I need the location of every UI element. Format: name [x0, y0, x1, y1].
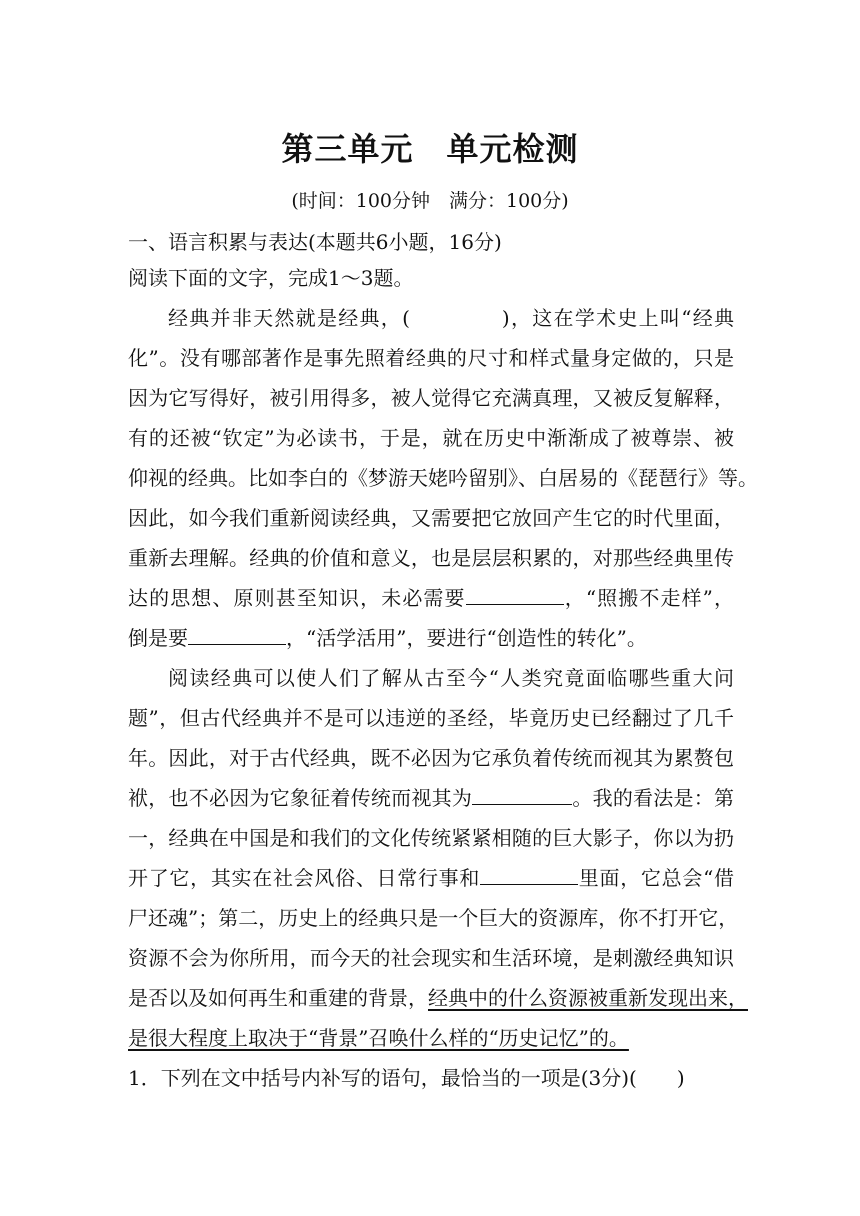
passage-line: 题”，但古代经典并不是可以违逆的圣经，毕竟历史已经翻过了几千 — [128, 706, 734, 730]
underlined-sentence: 经典中的什么资源被重新发现出来， — [428, 986, 748, 1010]
passage-line: 因为它写得好，被引用得多，被人觉得它充满真理，又被反复解释， — [128, 386, 734, 410]
passage-line: 尸还魂”；第二，历史上的经典只是一个巨大的资源库，你不打开它， — [128, 906, 739, 930]
fill-blank — [188, 626, 286, 645]
passage-line: 开了它，其实在社会风俗、日常行事和 里面，它总会“借 — [128, 866, 735, 890]
passage-line: 重新去理解。经典的价值和意义，也是层层积累的，对那些经典里传 — [128, 546, 734, 570]
fill-blank — [480, 866, 578, 885]
passage-line: 袱，也不必因为它象征着传统而视其为 。我的看法是：第 — [128, 786, 735, 810]
passage-line: 资源不会为你所用，而今天的社会现实和生活环境，是刺激经典知识 — [128, 946, 734, 970]
passage-line: 因此，如今我们重新阅读经典，又需要把它放回产生它的时代里面， — [128, 506, 734, 530]
passage-line — [128, 1024, 629, 1052]
passage-line: 是否以及如何再生和重建的背景，经典中的什么资源被重新发现出来， — [128, 986, 748, 1010]
section-heading: 一、语言积累与表达(本题共6小题，16分) — [128, 230, 502, 254]
passage-line: 阅读经典可以使人们了解从古至今“人类究竟面临哪些重大问 — [168, 666, 734, 690]
passage-line: 年。因此，对于古代经典，既不必因为它承负着传统而视其为累赘包 — [128, 746, 734, 770]
passage-line: 有的还被“钦定”为必读书，于是，就在历史中渐渐成了被尊崇、被 — [128, 426, 734, 450]
exam-meta: (时间：100分钟 满分：100分) — [291, 190, 569, 212]
fill-blank — [466, 586, 564, 605]
underlined-sentence: 是很大程度上取决于“背景”召唤什么样的“历史记忆”的。 — [128, 1026, 629, 1050]
fill-blank — [472, 786, 572, 805]
reading-instruction: 阅读下面的文字，完成1～3题。 — [128, 266, 414, 290]
passage-line: 化”。没有哪部著作是事先照着经典的尺寸和样式量身定做的，只是 — [128, 346, 734, 370]
passage-line: 仰视的经典。比如李白的《梦游天姥吟留别》、白居易的《琵琶行》等。 — [128, 466, 758, 490]
page-title: 第三单元 单元检测 — [281, 130, 579, 168]
question-1: 1．下列在文中括号内补写的语句，最恰当的一项是(3分)( ) — [128, 1066, 685, 1090]
passage-line: 经典并非天然就是经典，( )，这在学术史上叫“经典 — [168, 306, 734, 330]
passage-line: 倒是要 ，“活学活用”，要进行“创造性的转化”。 — [128, 626, 647, 650]
passage-line: 达的思想、原则甚至知识，未必需要 ，“照搬不走样”， — [128, 586, 735, 610]
passage-line: 一，经典在中国是和我们的文化传统紧紧相随的巨大影子，你以为扔 — [128, 826, 734, 850]
